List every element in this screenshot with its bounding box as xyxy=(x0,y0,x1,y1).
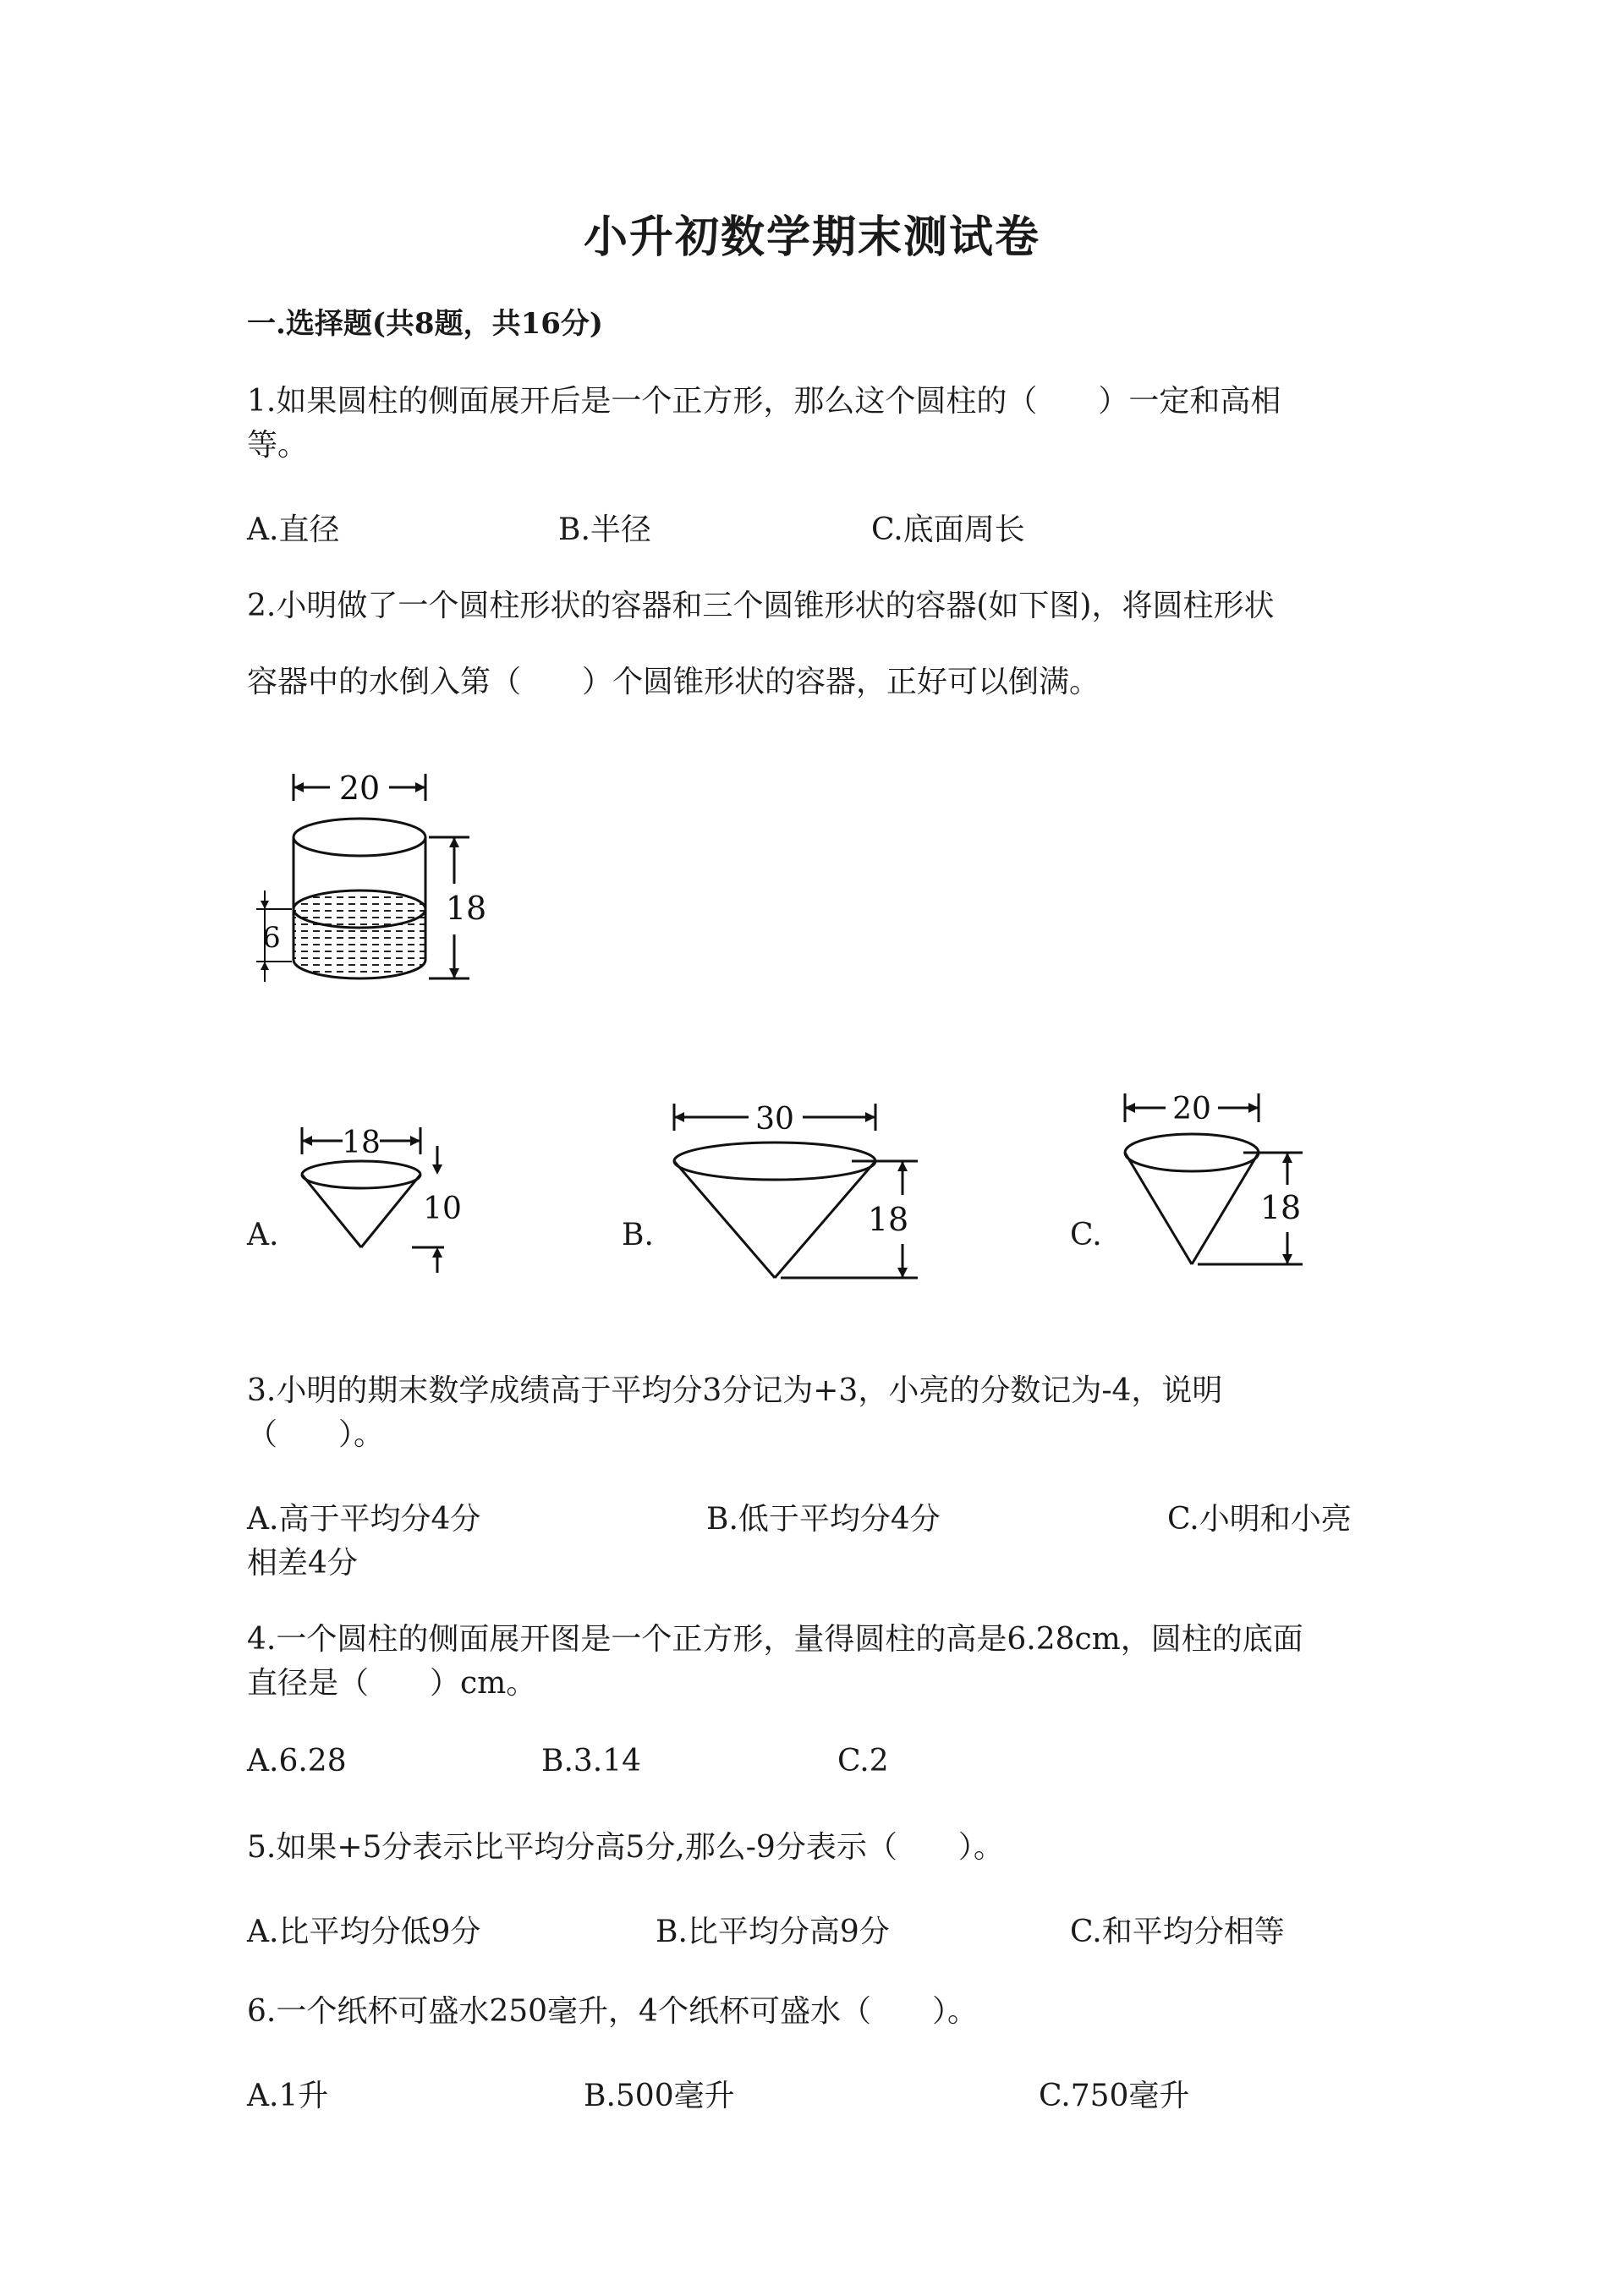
option-b[interactable]: B.低于平均分4分 xyxy=(706,1502,941,1537)
cone-option-b-label[interactable]: B. xyxy=(622,1218,654,1252)
cone-c-figure xyxy=(1116,1087,1320,1273)
question-text: 5.如果+5分表示比平均分高5分,那么-9分表示（ ）。 xyxy=(247,1830,1004,1865)
question-text: 2.小明做了一个圆柱形状的容器和三个圆锥形状的容器(如下图)，将圆柱形状 xyxy=(247,589,1275,623)
option-b[interactable]: B.比平均分高9分 xyxy=(656,1915,890,1949)
page-title: 小升初数学期末测试卷 xyxy=(583,211,1040,263)
cone-a-figure xyxy=(292,1121,478,1281)
option-c[interactable]: C.750毫升 xyxy=(1039,2079,1190,2113)
cylinder-figure xyxy=(241,765,486,985)
option-c[interactable]: C.2 xyxy=(837,1744,889,1778)
option-c[interactable]: C.和平均分相等 xyxy=(1070,1915,1285,1949)
question-text: 3.小明的期末数学成绩高于平均分3分记为+3，小亮的分数记为-4，说明 xyxy=(247,1373,1223,1408)
option-b[interactable]: B.3.14 xyxy=(541,1744,642,1778)
section-heading: 一.选择题(共8题，共16分) xyxy=(247,307,603,341)
option-a[interactable]: A.比平均分低9分 xyxy=(247,1915,481,1949)
cone-a-height-label: 10 xyxy=(423,1192,462,1226)
option-a[interactable]: A.1升 xyxy=(247,2079,329,2113)
cone-a-diameter-label: 18 xyxy=(342,1126,381,1160)
option-c[interactable]: C.底面周长 xyxy=(871,512,1025,547)
option-a[interactable]: A.高于平均分4分 xyxy=(247,1502,481,1537)
option-c-cont: 相差4分 xyxy=(247,1546,358,1581)
question-text-cont: 直径是（ ）cm。 xyxy=(247,1666,537,1701)
option-a[interactable]: A.直径 xyxy=(247,512,340,547)
option-a[interactable]: A.6.28 xyxy=(247,1744,347,1778)
cone-c-height-label: 18 xyxy=(1259,1189,1302,1226)
question-text-cont: （ ）。 xyxy=(247,1417,385,1452)
option-b[interactable]: B.半径 xyxy=(558,512,651,547)
question-text: 1.如果圆柱的侧面展开后是一个正方形，那么这个圆柱的（ ）一定和高相 xyxy=(247,384,1281,419)
cone-b-figure xyxy=(664,1095,918,1290)
cone-c-diameter-label: 20 xyxy=(1172,1092,1211,1126)
option-c[interactable]: C.小明和小亮 xyxy=(1167,1502,1352,1537)
question-text: 6.一个纸杯可盛水250毫升，4个纸杯可盛水（ ）。 xyxy=(247,1994,978,2029)
cone-option-a-label[interactable]: A. xyxy=(247,1218,279,1252)
cone-option-c-label[interactable]: C. xyxy=(1070,1218,1102,1252)
water-height-label: 6 xyxy=(262,921,281,955)
cone-b-diameter-label: 30 xyxy=(755,1102,794,1137)
cone-b-height-label: 18 xyxy=(867,1201,909,1238)
question-text-cont: 容器中的水倒入第（ ）个圆锥形状的容器，正好可以倒满。 xyxy=(247,665,1100,699)
question-text-cont: 等。 xyxy=(247,428,309,463)
question-text: 4.一个圆柱的侧面展开图是一个正方形，量得圆柱的高是6.28cm，圆柱的底面 xyxy=(247,1622,1303,1657)
option-b[interactable]: B.500毫升 xyxy=(584,2079,735,2113)
cylinder-diameter-label: 20 xyxy=(338,770,381,807)
cylinder-height-label: 18 xyxy=(445,890,486,927)
